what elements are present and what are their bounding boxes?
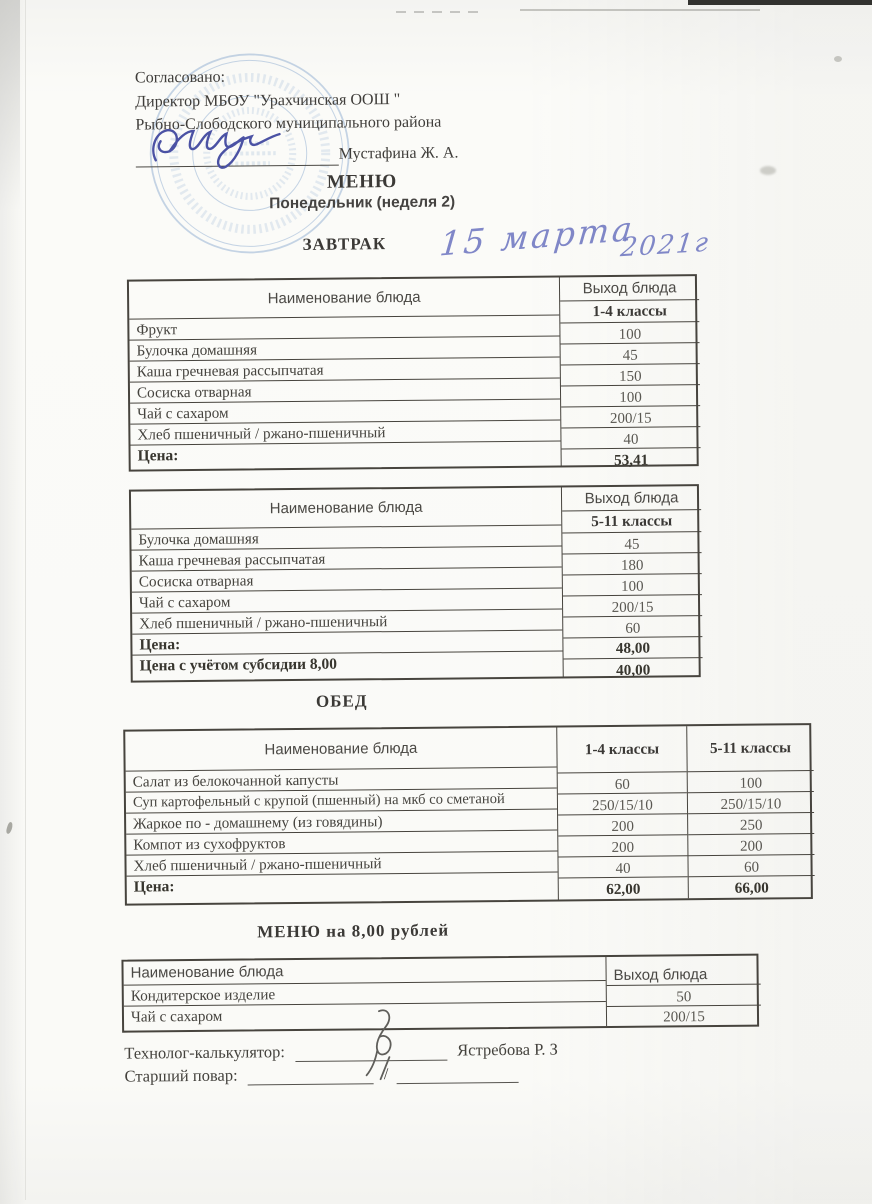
column-dish-names bbox=[129, 277, 561, 469]
price-row-label: Цена: bbox=[127, 873, 558, 908]
menu8-heading: МЕНЮ на 8,00 рублей bbox=[257, 921, 449, 943]
dish-row-value: 150 bbox=[561, 364, 700, 386]
price-row-label: Цена: bbox=[131, 441, 561, 471]
dish-row-name: Сосиска отварная bbox=[132, 567, 562, 592]
dish-row-value: 50 bbox=[607, 985, 761, 1007]
col-header-dish-name-label: Наименование блюда bbox=[268, 289, 421, 307]
col-header-dish-name bbox=[129, 277, 559, 319]
dish-row-value-5-11: 60 bbox=[688, 855, 814, 877]
col-header-output: Выход блюда bbox=[560, 276, 699, 301]
dish-row-value: 200/15 bbox=[561, 406, 700, 428]
grade-label-5-11: 5-11 классы bbox=[562, 510, 701, 533]
price-row-value: 53,41 bbox=[562, 448, 701, 469]
col-header-dish-name-label: Наименование блюда bbox=[270, 499, 423, 517]
dish-row-name: Булочка домашняя bbox=[129, 336, 559, 361]
approval-line-1: Согласовано: bbox=[135, 63, 458, 90]
subsidy-row-label: Цена с учётом субсидии 8,00 bbox=[133, 651, 563, 684]
dish-row-name: Хлеб пшеничный / ржано-пшеничный bbox=[132, 609, 562, 634]
breakfast-table-grades-5-11 bbox=[129, 484, 701, 682]
price-row-value: 48,00 bbox=[563, 637, 702, 659]
approval-signatory: Мустафина Ж. А. bbox=[339, 144, 459, 162]
col-header-dish-name-label: Наименование блюда bbox=[264, 740, 417, 758]
dish-row-value-1-4: 200 bbox=[558, 835, 687, 857]
dish-row-value: 100 bbox=[561, 385, 700, 407]
col-header-1-4-label: 1-4 классы bbox=[585, 740, 659, 759]
dish-row-name: Хлеб пшеничный / ржано-пшеничный bbox=[130, 420, 560, 445]
dish-row-value: 45 bbox=[562, 532, 701, 554]
column-output bbox=[561, 486, 703, 676]
dish-row-value: 200/15 bbox=[607, 1006, 761, 1026]
dish-row-value-5-11: 250 bbox=[688, 813, 814, 835]
dish-row-value-1-4: 60 bbox=[558, 772, 687, 794]
col-header-1-4 bbox=[557, 726, 686, 773]
subsidy-row-value: 40,00 bbox=[564, 658, 703, 680]
dish-row-name: Жаркое по - домашнему (из говядины) bbox=[126, 810, 557, 835]
grade-label-1-4: 1-4 классы bbox=[560, 300, 699, 323]
chef-line bbox=[124, 1063, 518, 1087]
dish-row-value: 60 bbox=[563, 616, 702, 638]
column-output bbox=[559, 276, 701, 465]
handwritten-year: 2021г bbox=[619, 228, 712, 264]
dish-row-name: Кондитерское изделие bbox=[124, 981, 606, 1007]
col-header-5-11 bbox=[687, 725, 813, 772]
column-grades-1-4 bbox=[556, 726, 688, 899]
dish-row-value: 180 bbox=[563, 553, 702, 575]
col-header-output: Выход блюда bbox=[562, 486, 701, 511]
breakfast-table-grades-1-4 bbox=[127, 274, 699, 471]
lunch-table bbox=[123, 723, 813, 906]
col-header-dish-name bbox=[131, 487, 561, 529]
column-dish-names bbox=[125, 728, 558, 904]
dish-row-name: Чай с сахаром bbox=[132, 588, 562, 613]
dish-row-value-5-11: 200 bbox=[688, 834, 814, 856]
dish-row-name: Компот из сухофруктов bbox=[126, 831, 557, 856]
approval-line-2: Директор МБОУ "Урахчинская ООШ " bbox=[135, 87, 458, 114]
breakfast-heading: ЗАВТРАК bbox=[302, 234, 386, 255]
dish-row-value: 100 bbox=[563, 574, 702, 596]
dish-row-value: 200/15 bbox=[563, 595, 702, 617]
technologist-name: Ястребова Р. З bbox=[457, 1040, 558, 1060]
technologist-line bbox=[124, 1040, 558, 1064]
col-header-5-11-label: 5-11 классы bbox=[710, 739, 791, 758]
menu8-table bbox=[121, 954, 759, 1033]
dish-row-name: Чай с сахаром bbox=[130, 399, 560, 424]
dish-row-value: 40 bbox=[561, 427, 700, 449]
dish-row-value-1-4: 250/15/10 bbox=[558, 793, 687, 815]
price-row-value-5-11: 66,00 bbox=[689, 876, 815, 902]
dish-row-name: Фрукт bbox=[129, 315, 559, 340]
approval-line-3: Рыбно-Слободского муниципального района bbox=[135, 110, 458, 137]
dish-row-name: Сосиска отварная bbox=[130, 378, 560, 403]
dish-row-value-5-11: 100 bbox=[688, 771, 814, 793]
column-dish-names bbox=[131, 487, 563, 680]
dish-row-name: Чай с сахаром bbox=[124, 1002, 606, 1031]
dish-row-name: Каша гречневая рассыпчатая bbox=[130, 357, 560, 382]
chef-label: Старший повар: bbox=[124, 1066, 237, 1086]
column-grades-5-11 bbox=[686, 725, 815, 898]
dish-row-value: 45 bbox=[561, 343, 700, 365]
dish-row-name: Салат из белокочанной капусты bbox=[126, 768, 557, 793]
technologist-label: Технолог-калькулятор: bbox=[124, 1042, 285, 1063]
dish-row-name: Хлеб пшеничный / ржано-пшеничный bbox=[126, 852, 557, 877]
dish-row-value-5-11: 250/15/10 bbox=[688, 792, 814, 814]
chef-underline-2 bbox=[397, 1067, 519, 1084]
dish-row-value-1-4: 200 bbox=[558, 814, 687, 836]
col-header-dish-name: Наименование блюда bbox=[123, 957, 605, 986]
col-header-dish-name bbox=[125, 728, 556, 772]
technologist-signature bbox=[349, 1005, 414, 1084]
price-row-label: Цена: bbox=[132, 630, 562, 655]
handwritten-date: 15 марта bbox=[438, 209, 637, 264]
dish-row-value: 100 bbox=[560, 322, 699, 344]
page-title: МЕНЮ bbox=[0, 168, 728, 197]
column-output bbox=[605, 956, 761, 1026]
col-header-output: Выход блюда bbox=[606, 956, 760, 986]
director-signature bbox=[147, 119, 307, 173]
dish-row-name: Каша гречневая рассыпчатая bbox=[132, 546, 562, 571]
dish-row-value-1-4: 40 bbox=[558, 856, 687, 878]
dish-row-name: Булочка домашняя bbox=[131, 525, 561, 550]
lunch-heading: ОБЕД bbox=[316, 691, 368, 711]
dish-row-name: Суп картофельный с крупой (пшенный) на мкб со сметаной bbox=[126, 789, 557, 814]
price-row-value-1-4: 62,00 bbox=[559, 877, 688, 903]
page-subtitle: Понедельник (неделя 2) bbox=[0, 191, 728, 216]
chef-slash: / bbox=[384, 1064, 389, 1083]
